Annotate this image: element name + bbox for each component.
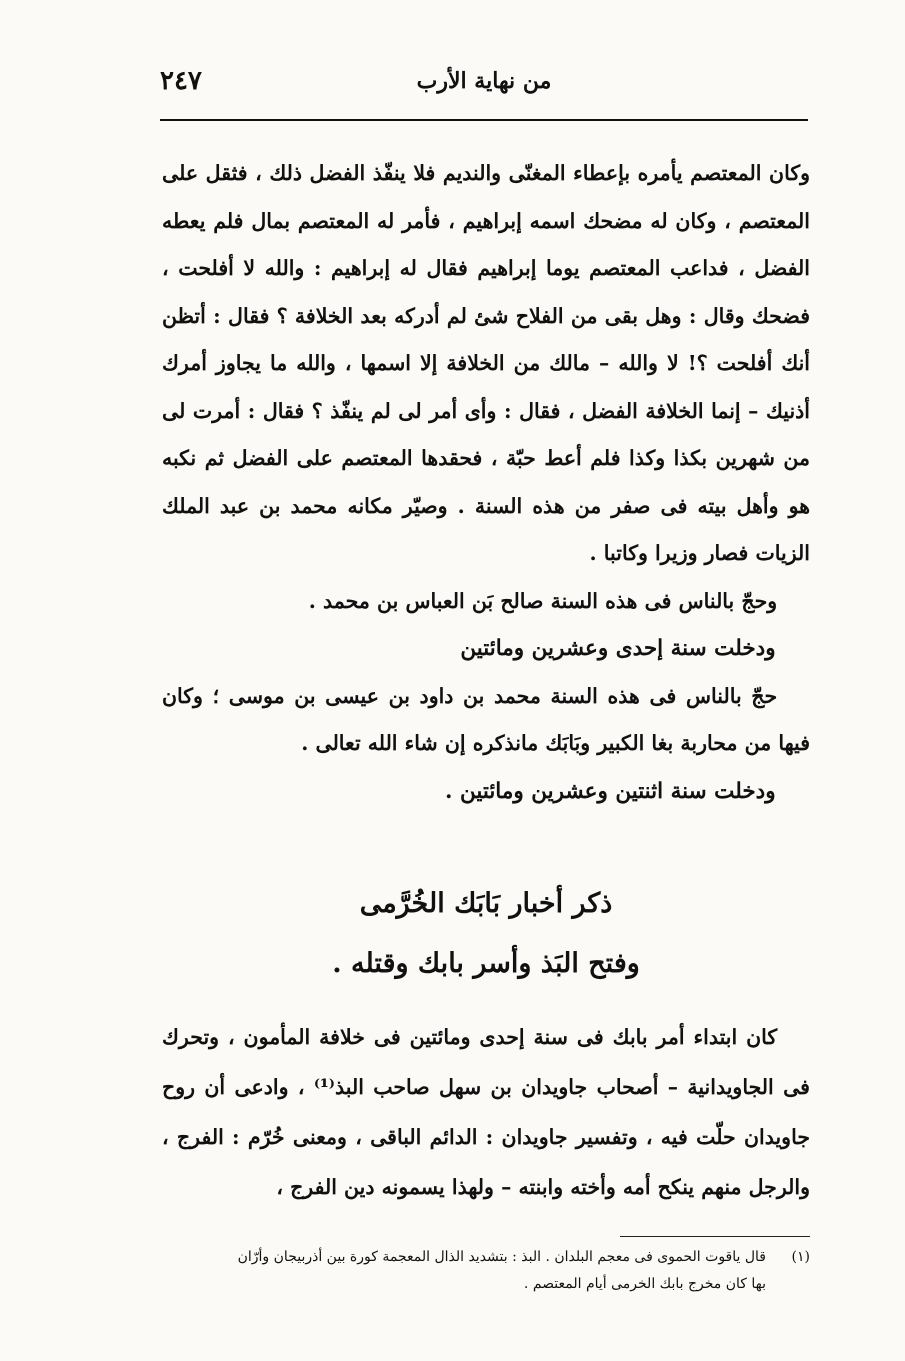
paragraph: وكان المعتصم يأمره بإعطاء المغنّى والنديم فلا ينفّذ الفضل ذلك ، فثقل على المعتصم ، وكان له مضحك اسمه إبراهيم ، فأمر له المعتصم بمال فلم يعطه الفضل ، فداعب المعتصم يوما إبراهيم فقال له إبراهيم : والله لا أفلحت ، فضحك وقال : وهل بقى من الفلاح شئ لم أدركه بعد الخلافة ؟ فقال : أتظن أنك أفلحت ؟! لا والله – مالك من الخلافة إلا اسمها ، والله ما يجاوز أمرك أذنيك – إنما الخلافة الفضل ، فقال : وأى أمر لى لم ينفّذ ؟ فقال : أمرت لى من شهرين بكذا وكذا فلم أعط حبّة ، فحقدها المعتصم على الفضل ثم نكبه هو وأهل بيته فى صفر من هذه السنة . وصيّر مكانه محمد بن عبد الملك الزيات فصار وزيرا وكاتبا . (162, 161, 811, 565)
footnote-line (162, 1244, 810, 1271)
footnote-line: بها كان مخرج بابك الخرمى أيام المعتصم . (523, 1276, 766, 1292)
page-number: ٢٤٧ (160, 66, 202, 96)
page-header (160, 60, 808, 108)
paragraph: حجّ بالناس فى هذه السنة محمد بن داود بن عيسى بن موسى ؛ وكان فيها من محاربة بغا الكبير وبَابَك مانذكره إن شاء الله تعالى . (162, 683, 810, 755)
year-heading: ودخلت سنة اثنتين وعشرين ومائتين . (445, 778, 776, 804)
section-title (162, 874, 810, 994)
paragraph: وحجّ بالناس فى هذه السنة صالح بَن العباس بن محمد . (308, 588, 778, 613)
footnote (162, 1244, 810, 1298)
section-title-line: وفتح البَذ وأسر بابك وقتله . (332, 948, 640, 979)
running-title: من نهاية الأرب (416, 68, 552, 94)
section-title-line: ذكر أخبار بَابَك الخُرَّمى (359, 888, 613, 919)
paragraph: كان ابتداء أمر بابك فى سنة إحدى ومائتين فى خلافة المأمون ، وتحرك فى الجاويدانية – أصحاب جاويدان بن سهل صاحب البذ⁽¹⁾ ، وادعى أن روح جاويدان حلّت فيه ، وتفسير جاويدان : الدائم الباقى ، ومعنى خُرّم : الفرج ، والرجل منهم ينكح أمه وأخته وابنته – ولهذا يسمونه دين الفرج ، (162, 1025, 810, 1199)
footnote-rule (620, 1236, 810, 1237)
footnote-text: قال ياقوت الحموى فى معجم البلدان . البذ : بتشديد الذال المعجمة كورة بين أذربيجان وأرّان (237, 1249, 766, 1265)
footnote-number: (١) (791, 1249, 810, 1265)
header-rule (160, 119, 808, 121)
section-text (162, 1012, 810, 1212)
year-heading: ودخلت سنة إحدى وعشرين ومائتين (460, 636, 776, 661)
main-text (162, 150, 810, 815)
